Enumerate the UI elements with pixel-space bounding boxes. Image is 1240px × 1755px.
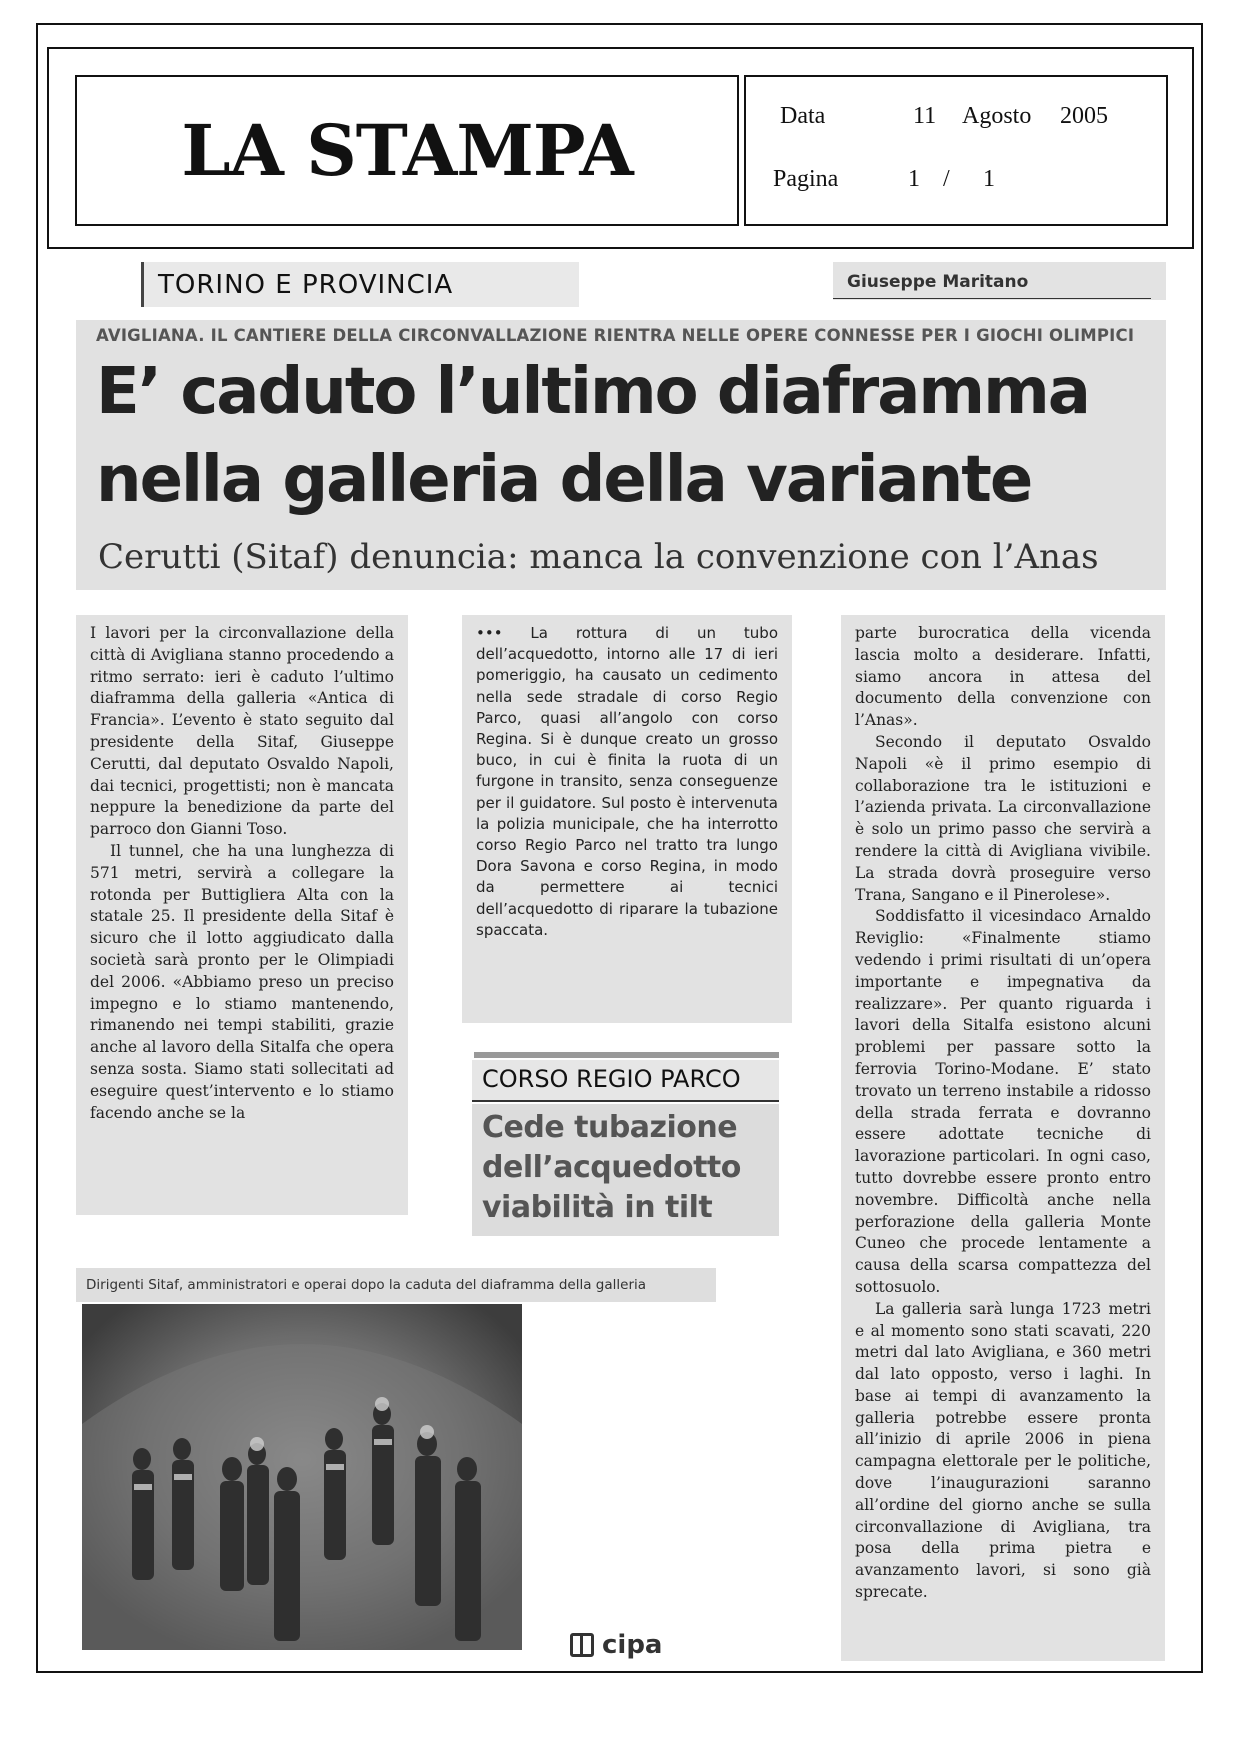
paragraph: ••• La rottura di un tubo dell’acquedotto, intorno alle 17 di ieri pomeriggio, ha causato un cedimento nella sede stradale di corso Regio Parco, quasi all’angolo con corso Regina. Si è dunque creato un grosso buco, in cui è finita la ruota di un furgone in transito, senza conseguenze per il guidatore. Sul posto è intervenuta la polizia municipale, che ha interrotto corso Regio Parco nel tratto tra lungo Dora Savona e corso Regina, in modo da permettere ai tecnici dell’acquedotto di riparare la tubazione spaccata. xyxy=(476,624,778,939)
article-column-3 xyxy=(841,615,1165,1661)
article-column-1 xyxy=(76,615,408,1215)
subheadline: Cerutti (Sitaf) denuncia: manca la convenzione con l’Anas xyxy=(98,537,1099,577)
sidebar-rule xyxy=(474,1052,779,1058)
sidebar-headline-line-1: Cede tubazione xyxy=(482,1110,738,1145)
headline-line-2: nella galleria della variante xyxy=(96,443,1032,517)
date-label: Data xyxy=(780,103,826,129)
paragraph: Secondo il deputato Osvaldo Napoli «è il primo esempio di collaborazione tra le istituzioni e l’azienda privata. La circonvallazione è solo un primo passo che servirà a rendere la città di Avigliana vivibile. La strada dovrà proseguire verso Trana, Sangano e il Pinerolese». xyxy=(855,732,1151,904)
newspaper-logo: LA STAMPA xyxy=(181,109,633,192)
tunnel-photo-image xyxy=(82,1304,522,1650)
author-rule xyxy=(833,298,1151,299)
paragraph: I lavori per la circonvallazione della città di Avigliana stanno procedendo a ritmo serrato: ieri è caduto l’ultimo diaframma della galleria «Antica di Francia». L’evento è stato seguito dal presidente della Sitaf, Giuseppe Cerutti, dal deputato Osvaldo Napoli, dai tecnici, progettisti; non è mancata neppure la benedizione da parte del parroco don Gianni Toso. xyxy=(90,624,394,839)
cipa-icon xyxy=(570,1633,594,1657)
info-box xyxy=(744,75,1168,226)
kicker: AVIGLIANA. IL CANTIERE DELLA CIRCONVALLAZIONE RIENTRA NELLE OPERE CONNESSE PER I GIOCHI OLIMPICI xyxy=(96,326,1135,345)
sidebar-text-column xyxy=(462,615,792,1023)
page-number: 1 xyxy=(908,166,920,192)
sidebar-label: CORSO REGIO PARCO xyxy=(472,1060,779,1102)
sidebar-headline-line-3: viabilità in tilt xyxy=(482,1190,713,1225)
paragraph: La galleria sarà lunga 1723 metri e al momento sono stati scavati, 220 metri dal lato Avigliana, e 360 metri dal lato opposto, verso i laghi. In base ai tempi di avanzamento la galleria potrebbe essere pronta all’inizio di aprile 2006 in piena campagna elettorale per le politiche, dove l’inaugurazioni saranno all’ordine del giorno anche se sulla circonvallazione di Avigliana, tra posa della prima pietra e avanzamento lavori, si sono già sprecate. xyxy=(855,1299,1151,1602)
section-label xyxy=(141,262,579,307)
cipa-text: cipa xyxy=(602,1630,663,1660)
date-month: Agosto xyxy=(962,103,1032,129)
date-day: 11 xyxy=(913,103,937,129)
page-separator: / xyxy=(943,166,950,192)
page-label: Pagina xyxy=(773,166,839,192)
cipa-logo xyxy=(570,1628,680,1662)
section-text: TORINO E PROVINCIA xyxy=(158,269,454,300)
headline-line-1: E’ caduto l’ultimo diaframma xyxy=(96,355,1089,429)
photo-caption: Dirigenti Sitaf, amministratori e operai dopo la caduta del diaframma della galleria xyxy=(76,1268,716,1302)
sidebar-headline-line-2: dell’acquedotto xyxy=(482,1150,741,1185)
paragraph: Il tunnel, che ha una lunghezza di 571 metri, servirà a collegare la rotonda per Buttigliera Alta con la statale 25. Il presidente della Sitaf è sicuro che il lotto aggiudicato dalla società sarà pronto per le Olimpiadi del 2006. «Abbiamo preso un preciso impegno e lo stiamo mantenendo, rimanendo nei tempi stabiliti, grazie anche al lavoro della Sitalfa che opera senza sosta. Siamo stati sollecitati ad eseguire quest’intervento e lo stiamo facendo anche se la xyxy=(90,841,394,1122)
paragraph: Soddisfatto il vicesindaco Arnaldo Reviglio: «Finalmente stiamo vedendo i primi risultati di un’opera importante e impegnativa da realizzare». Per quanto riguarda i lavori della Sitalfa esistono alcuni problemi per passare sotto la ferrovia Torino-Modane. E’ stato trovato un terreno instabile a ridosso della strada ferrata e dovranno essere adottate tecniche di lavorazione particolari. In ogni caso, tutto dovrebbe essere pronto entro novembre. Difficoltà anche nella perforazione della galleria Monte Cuneo che procede lentamente a causa della scarsa compattezza del sottosuolo. xyxy=(855,907,1151,1296)
page-total: 1 xyxy=(983,166,995,192)
paragraph: parte burocratica della vicenda lascia molto a desiderare. Infatti, siamo ancora in attesa del documento della convenzione con l’Anas». xyxy=(855,624,1151,730)
sidebar-headline xyxy=(472,1104,779,1236)
tunnel-photo xyxy=(82,1304,522,1650)
date-year: 2005 xyxy=(1060,103,1108,129)
author-byline: Giuseppe Maritano xyxy=(833,262,1166,300)
